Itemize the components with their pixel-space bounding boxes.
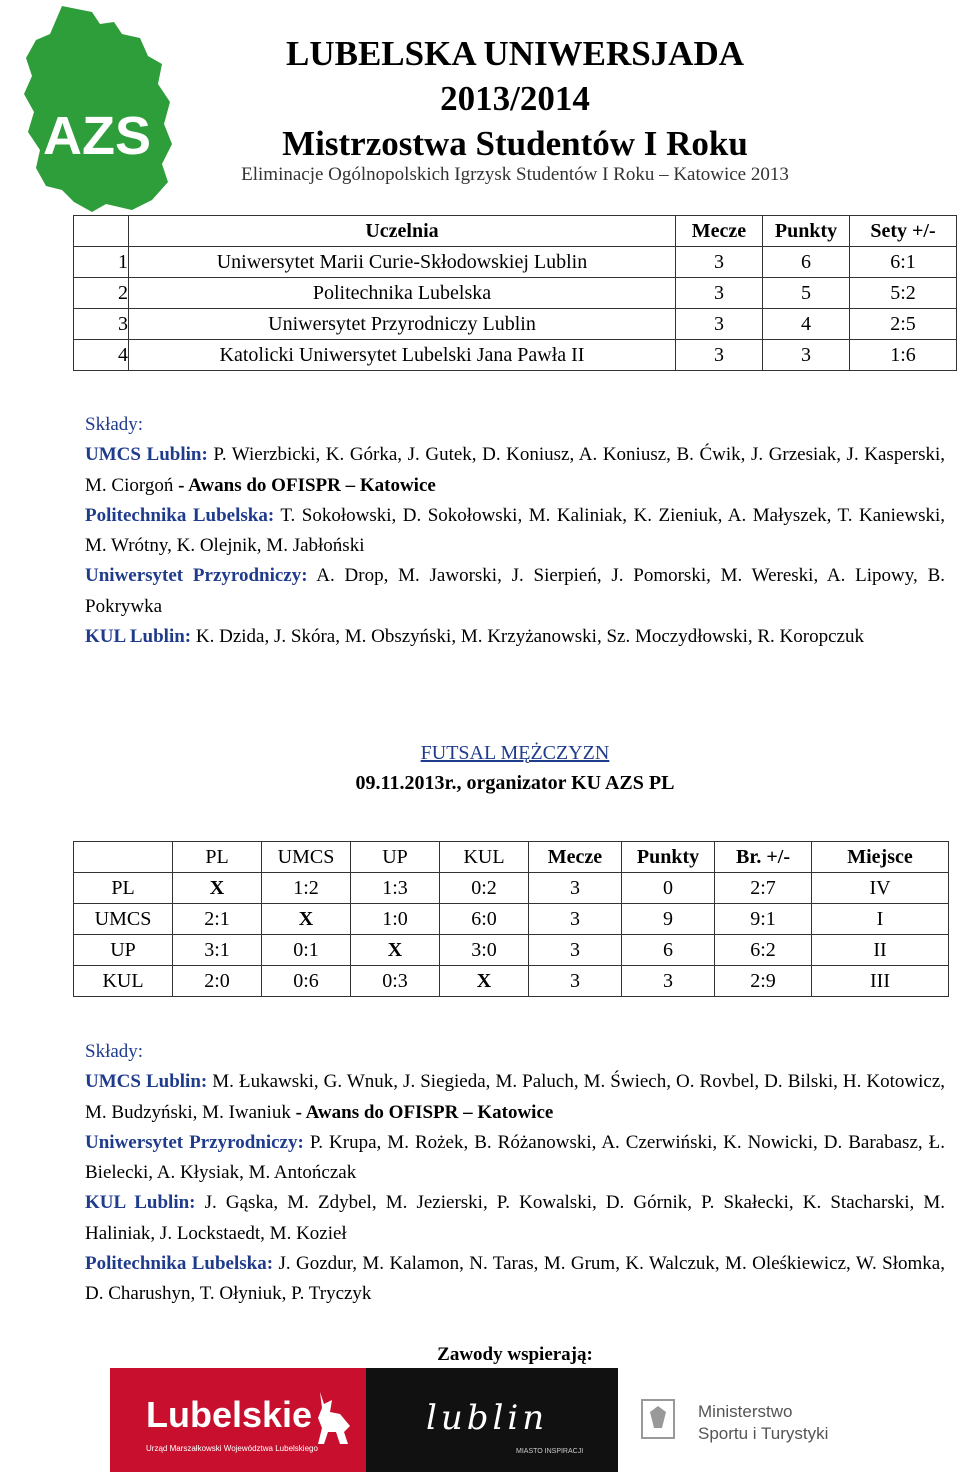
player-list: J. Gąska, M. Zdybel, M. Jezierski, P. Kowalski, D. Górnik, P. Skałecki, K. Stacharski, M. Haliniak, J. Lockstaedt, M. Kozieł	[85, 1192, 946, 1244]
table-cell: 0:6	[262, 966, 351, 997]
player-list: P. Wierzbicki, K. Górka, J. Gutek, D. Koniusz, A. Koniusz, B. Ćwik, J. Grzesiak, J. Kasperski, M. Ciorgoń	[85, 444, 945, 496]
header-cell: Uczelnia	[129, 216, 676, 247]
team-name: KUL Lublin:	[85, 1192, 196, 1214]
promotion-note: - Awans do OFISPR – Katowice	[290, 1101, 554, 1123]
player-list: T. Sokołowski, D. Sokołowski, M. Kaliniak, K. Zieniuk, A. Małyszek, T. Kaniewski, M. Wrótny, K. Olejnik, M. Jabłoński	[85, 504, 945, 557]
ministry-line2: Sportu i Turystyki	[698, 1424, 829, 1443]
table-cell: 9	[622, 904, 715, 935]
squad-paragraph	[85, 1067, 945, 1128]
table-cell: 3	[529, 935, 622, 966]
table-cell: II	[812, 935, 949, 966]
player-list: A. Drop, M. Jaworski, J. Sierpień, J. Pomorski, M. Wereski, A. Lipowy, B. Pokrywka	[85, 565, 945, 617]
table-cell: 6	[763, 247, 850, 278]
header-cell: Mecze	[529, 842, 622, 873]
table-cell: 5:2	[850, 278, 957, 309]
table-cell: I	[812, 904, 949, 935]
table-cell: 2:7	[715, 873, 812, 904]
squad-paragraph	[85, 1249, 945, 1310]
table-cell: X	[440, 966, 529, 997]
table-cell: 0:1	[262, 935, 351, 966]
table-cell: 2	[74, 278, 129, 309]
table-cell: 0:3	[351, 966, 440, 997]
table-cell: 2:5	[850, 309, 957, 340]
futsal-results-table	[73, 841, 949, 997]
player-list: M. Łukawski, G. Wnuk, J. Siegieda, M. Paluch, M. Świech, O. Rovbel, D. Bilski, H. Kotowicz, M. Budzyński, M. Iwaniuk	[85, 1071, 946, 1123]
header-cell: PL	[173, 842, 262, 873]
squads-section-1	[85, 410, 945, 652]
table-header-row	[74, 842, 949, 873]
player-list: K. Dzida, J. Skóra, M. Obszyński, M. Krzyżanowski, Sz. Moczydłowski, R. Koropczuk	[191, 626, 864, 648]
header-line1: LUBELSKA UNIWERSJADA	[285, 34, 745, 73]
header-cell: Br. +/-	[715, 842, 812, 873]
table-row	[74, 966, 949, 997]
squads-heading: Składy:	[85, 1041, 144, 1062]
lublin-subtext: MIASTO INSPIRACJI	[516, 1448, 584, 1455]
team-name: UMCS Lublin:	[85, 444, 208, 466]
table-cell: UP	[74, 935, 173, 966]
futsal-title: FUTSAL MĘŻCZYZN	[420, 742, 610, 764]
table-cell: PL	[74, 873, 173, 904]
header-cell	[74, 216, 129, 247]
lublin-text: lublin	[426, 1398, 549, 1438]
table-cell: 3	[529, 966, 622, 997]
promotion-note: - Awans do OFISPR – Katowice	[173, 474, 436, 496]
table-cell: 6:0	[440, 904, 529, 935]
table-row	[74, 873, 949, 904]
table-cell: 1:3	[351, 873, 440, 904]
logo-text: AZS	[43, 106, 151, 166]
header-cell: Punkty	[763, 216, 850, 247]
table-cell: X	[173, 873, 262, 904]
team-name: UMCS Lublin:	[85, 1071, 208, 1093]
player-list: J. Gozdur, M. Kalamon, N. Taras, M. Grum, K. Walczuk, M. Oleśkiewicz, W. Słomka, D. Charushyn, T. Ołyniuk, P. Tryczyk	[85, 1253, 945, 1305]
header-cell: Mecze	[676, 216, 763, 247]
table-cell: 9:1	[715, 904, 812, 935]
table-row	[74, 340, 957, 371]
team-name: Uniwersytet Przyrodniczy:	[85, 1131, 304, 1153]
table-cell: 6	[622, 935, 715, 966]
lublin-sponsor-logo	[366, 1368, 618, 1472]
table-cell: 1	[74, 247, 129, 278]
squad-paragraph	[85, 501, 945, 562]
table-cell: 0	[622, 873, 715, 904]
table-cell: X	[262, 904, 351, 935]
table-row	[74, 935, 949, 966]
table-cell: 5	[763, 278, 850, 309]
table-cell: 3	[676, 247, 763, 278]
header-cell: Miejsce	[812, 842, 949, 873]
ministry-emblem-icon	[640, 1398, 676, 1440]
table-cell: III	[812, 966, 949, 997]
squad-paragraph	[85, 1188, 945, 1249]
squads-section-2	[85, 1037, 945, 1310]
header-cell: Punkty	[622, 842, 715, 873]
table-cell: 3	[676, 278, 763, 309]
table-cell: Politechnika Lubelska	[129, 278, 676, 309]
table-cell: UMCS	[74, 904, 173, 935]
table-cell: 2:1	[173, 904, 262, 935]
lubelskie-sponsor-logo	[110, 1368, 366, 1472]
table-cell: 3	[763, 340, 850, 371]
table-cell: 1:6	[850, 340, 957, 371]
table-cell: 3	[74, 309, 129, 340]
team-name: KUL Lublin:	[85, 626, 192, 648]
table-cell: 3	[676, 340, 763, 371]
sponsors-heading: Zawody wspierają:	[437, 1344, 593, 1365]
squad-paragraph	[85, 440, 945, 501]
header-cell: KUL	[440, 842, 529, 873]
table-row	[74, 309, 957, 340]
header-subtitle: Eliminacje Ogólnopolskich Igrzysk Studentów I Roku – Katowice 2013	[241, 164, 789, 185]
table-cell: 2:9	[715, 966, 812, 997]
lubelskie-subtext: Urząd Marszałkowski Województwa Lubelskiego	[146, 1444, 318, 1453]
table-cell: 3	[622, 966, 715, 997]
deer-icon	[310, 1388, 356, 1448]
header-line2: 2013/2014	[440, 79, 590, 118]
volleyball-results-table	[73, 215, 957, 371]
squad-paragraph	[85, 561, 945, 622]
team-name: Politechnika Lubelska:	[85, 1253, 274, 1275]
squad-paragraph	[85, 1128, 945, 1189]
table-cell: KUL	[74, 966, 173, 997]
table-cell: Uniwersytet Marii Curie-Skłodowskiej Lublin	[129, 247, 676, 278]
futsal-date: 09.11.2013r., organizator KU AZS PL	[355, 772, 675, 794]
table-cell: 4	[763, 309, 850, 340]
table-cell: 3	[529, 873, 622, 904]
team-name: Uniwersytet Przyrodniczy:	[85, 565, 308, 587]
table-cell: 1:2	[262, 873, 351, 904]
header-cell: UP	[351, 842, 440, 873]
table-cell: 3:1	[173, 935, 262, 966]
azs-logo	[22, 4, 172, 212]
ministry-sponsor-logo	[618, 1368, 900, 1472]
table-cell: 6:1	[850, 247, 957, 278]
table-cell: 2:0	[173, 966, 262, 997]
table-cell: X	[351, 935, 440, 966]
header-line3: Mistrzostwa Studentów I Roku	[282, 124, 748, 163]
table-cell: 3	[676, 309, 763, 340]
table-header-row	[74, 216, 957, 247]
header-cell: Sety +/-	[850, 216, 957, 247]
table-cell: Uniwersytet Przyrodniczy Lublin	[129, 309, 676, 340]
table-cell: Katolicki Uniwersytet Lubelski Jana Pawła II	[129, 340, 676, 371]
table-cell: 6:2	[715, 935, 812, 966]
ministry-line1: Ministerstwo	[698, 1402, 793, 1421]
squad-paragraph	[85, 622, 945, 652]
table-cell: 3:0	[440, 935, 529, 966]
table-row	[74, 247, 957, 278]
table-cell: IV	[812, 873, 949, 904]
table-cell: 3	[529, 904, 622, 935]
lubelskie-text: Lubelskie	[146, 1394, 313, 1435]
table-cell: 0:2	[440, 873, 529, 904]
team-name: Politechnika Lubelska:	[85, 504, 275, 526]
table-cell: 4	[74, 340, 129, 371]
header-cell	[74, 842, 173, 873]
table-cell: 1:0	[351, 904, 440, 935]
player-list: P. Krupa, M. Rożek, B. Różanowski, A. Czerwiński, K. Nowicki, D. Barabasz, Ł. Bielecki, A. Kłysiak, M. Antończak	[85, 1131, 945, 1184]
squads-heading: Składy:	[85, 414, 144, 435]
header-cell: UMCS	[262, 842, 351, 873]
table-row	[74, 278, 957, 309]
table-row	[74, 904, 949, 935]
